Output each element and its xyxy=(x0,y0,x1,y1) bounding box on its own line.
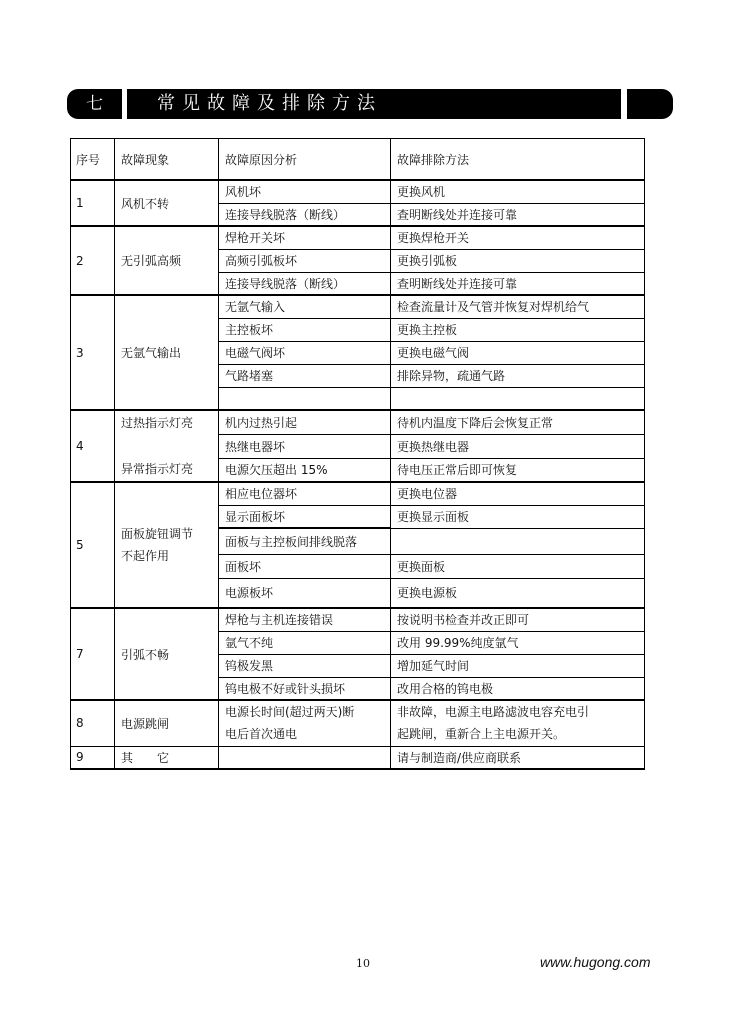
row-fix: 更换电位器 xyxy=(391,482,645,505)
row-fix: 更换热继电器 xyxy=(391,435,645,459)
row-no: 8 xyxy=(71,700,115,746)
row-cause xyxy=(219,700,391,746)
row-cause: 风机坏 xyxy=(219,180,391,203)
row-symptom xyxy=(115,482,219,608)
row-symptom: 无引弧高频 xyxy=(115,226,219,295)
section-header-cap xyxy=(627,89,673,119)
row-fix-line: 非故障，电源主电路滤波电容充电引 xyxy=(397,705,590,720)
row-fix: 更换电磁气阀 xyxy=(391,341,645,364)
header-fix: 故障排除方法 xyxy=(391,139,645,181)
row-fix: 查明断线处并连接可靠 xyxy=(391,203,645,226)
row-cause: 焊枪开关坏 xyxy=(219,226,391,249)
row-fix: 待电压正常后即可恢复 xyxy=(391,458,645,482)
header-symptom: 故障现象 xyxy=(115,139,219,181)
row-fix: 按说明书检查并改正即可 xyxy=(391,608,645,631)
row-fix: 更换风机 xyxy=(391,180,645,203)
row-fix: 待机内温度下降后会恢复正常 xyxy=(391,410,645,435)
table-row xyxy=(71,608,645,631)
row-symptom-line: 异常指示灯亮 xyxy=(121,462,194,476)
row-cause: 机内过热引起 xyxy=(219,410,391,435)
row-fix: 改用 99.99%纯度氩气 xyxy=(391,631,645,654)
table-header-row xyxy=(71,139,645,181)
row-fix xyxy=(391,387,645,410)
row-fix xyxy=(391,700,645,746)
row-fix: 增加延气时间 xyxy=(391,654,645,677)
table-row xyxy=(71,482,645,505)
row-cause: 氩气不纯 xyxy=(219,631,391,654)
header-no: 序号 xyxy=(71,139,115,181)
row-cause: 连接导线脱落（断线） xyxy=(219,203,391,226)
row-cause: 面板与主控板间排线脱落 xyxy=(219,528,391,554)
row-cause: 面板坏 xyxy=(219,554,391,578)
row-symptom-line: 过热指示灯亮 xyxy=(121,416,194,430)
row-no: 3 xyxy=(71,295,115,410)
row-fix-line: 起跳闸，重新合上主电源开关。 xyxy=(397,727,566,742)
row-fix: 查明断线处并连接可靠 xyxy=(391,272,645,295)
header-cause: 故障原因分析 xyxy=(219,139,391,181)
row-fix: 更换引弧板 xyxy=(391,249,645,272)
row-fix: 排除异物，疏通气路 xyxy=(391,364,645,387)
row-cause: 焊枪与主机连接错误 xyxy=(219,608,391,631)
row-cause: 电磁气阀坏 xyxy=(219,341,391,364)
row-no: 5 xyxy=(71,482,115,608)
page-number: 10 xyxy=(356,957,370,970)
row-cause xyxy=(219,387,391,410)
row-fix: 更换显示面板 xyxy=(391,505,645,528)
row-cause: 电源板坏 xyxy=(219,578,391,608)
row-cause: 钨电极不好或针头损坏 xyxy=(219,677,391,700)
row-cause: 显示面板坏 xyxy=(219,505,391,528)
row-symptom: 引弧不畅 xyxy=(115,608,219,700)
table-row xyxy=(71,700,645,746)
row-cause: 钨极发黑 xyxy=(219,654,391,677)
row-fix xyxy=(391,528,645,554)
table-row xyxy=(71,746,645,769)
row-symptom xyxy=(115,410,219,482)
row-cause: 气路堵塞 xyxy=(219,364,391,387)
row-cause-line: 电后首次通电 xyxy=(225,727,298,742)
row-fix: 更换焊枪开关 xyxy=(391,226,645,249)
table-row xyxy=(71,295,645,318)
row-symptom-line: 不起作用 xyxy=(121,549,170,563)
row-cause xyxy=(219,746,391,769)
troubleshooting-table xyxy=(70,138,645,770)
row-cause: 连接导线脱落（断线） xyxy=(219,272,391,295)
row-symptom: 无氩气输出 xyxy=(115,295,219,410)
table-row xyxy=(71,180,645,203)
row-cause: 高频引弧板坏 xyxy=(219,249,391,272)
row-fix: 更换面板 xyxy=(391,554,645,578)
section-number: 七 xyxy=(67,89,122,119)
row-cause: 电源欠压超出 15% xyxy=(219,458,391,482)
row-symptom: 电源跳闸 xyxy=(115,700,219,746)
section-title: 常见故障及排除方法 xyxy=(127,89,621,119)
row-symptom: 风机不转 xyxy=(115,180,219,226)
table-row xyxy=(71,410,645,435)
row-no: 1 xyxy=(71,180,115,226)
row-fix: 更换主控板 xyxy=(391,318,645,341)
website-link[interactable]: www.hugong.com xyxy=(540,954,651,970)
row-cause-line: 电源长时间(超过两天)断 xyxy=(225,705,355,720)
row-fix: 改用合格的钨电极 xyxy=(391,677,645,700)
row-fix: 请与制造商/供应商联系 xyxy=(391,746,645,769)
row-no: 4 xyxy=(71,410,115,482)
row-no: 2 xyxy=(71,226,115,295)
row-symptom-spacer xyxy=(121,435,212,457)
row-cause: 热继电器坏 xyxy=(219,435,391,459)
row-fix: 检查流量计及气管并恢复对焊机给气 xyxy=(391,295,645,318)
row-no: 7 xyxy=(71,608,115,700)
row-cause: 主控板坏 xyxy=(219,318,391,341)
row-cause: 无氩气输入 xyxy=(219,295,391,318)
table-row xyxy=(71,226,645,249)
row-symptom-line: 面板旋钮调节 xyxy=(121,527,194,541)
row-no: 9 xyxy=(71,746,115,769)
row-cause: 相应电位器坏 xyxy=(219,482,391,505)
row-fix: 更换电源板 xyxy=(391,578,645,608)
row-symptom: 其 它 xyxy=(115,746,219,769)
